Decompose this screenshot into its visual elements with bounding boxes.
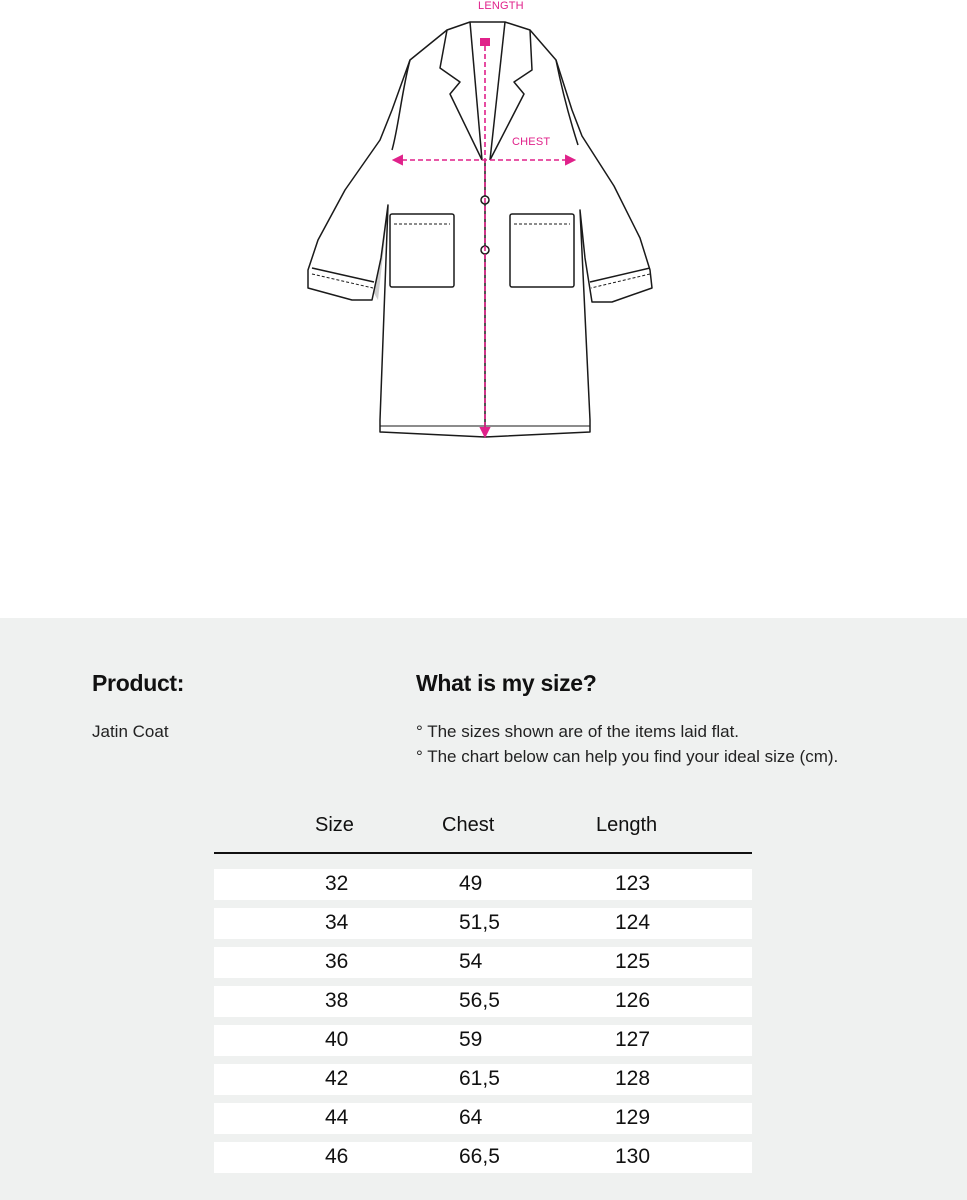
length-cell: 129: [615, 1106, 651, 1129]
length-cell: 124: [615, 911, 651, 934]
table-row: [214, 869, 752, 900]
chest-cell: 59: [459, 1028, 483, 1051]
chest-cell: 54: [459, 950, 483, 973]
size-cell: 40: [325, 1028, 349, 1051]
length-cell: 126: [615, 989, 651, 1012]
length-cell: 127: [615, 1028, 651, 1051]
chest-cell: 49: [459, 872, 483, 895]
table-row: [214, 1025, 752, 1056]
length-cell: 128: [615, 1067, 651, 1090]
header-divider: [214, 852, 752, 854]
table-row: [214, 908, 752, 939]
chest-cell: 61,5: [459, 1067, 500, 1090]
size-cell: 46: [325, 1145, 349, 1168]
size-cell: 44: [325, 1106, 349, 1129]
size-cell: 38: [325, 989, 349, 1012]
size-cell: 36: [325, 950, 349, 973]
table-row: [214, 1103, 752, 1134]
chest-cell: 64: [459, 1106, 483, 1129]
table-row: [214, 947, 752, 978]
table-row: [214, 1142, 752, 1173]
size-note-laid-flat: ° The sizes shown are of the items laid flat.: [416, 722, 740, 741]
length-label: LENGTH: [478, 0, 524, 12]
length-cell: 130: [615, 1145, 651, 1168]
table-row: [214, 986, 752, 1017]
column-header-chest: Chest: [442, 814, 495, 836]
size-cell: 42: [325, 1067, 349, 1090]
size-note-chart: ° The chart below can help you find your ideal size (cm).: [416, 747, 839, 766]
length-cell: 123: [615, 872, 651, 895]
chest-cell: 56,5: [459, 989, 500, 1012]
size-cell: 34: [325, 911, 349, 934]
size-info-panel: [0, 618, 967, 1200]
length-cell: 125: [615, 950, 651, 973]
size-cell: 32: [325, 872, 349, 895]
chest-label: CHEST: [512, 136, 551, 148]
column-header-size: Size: [315, 814, 354, 836]
chest-cell: 51,5: [459, 911, 500, 934]
size-help-heading: What is my size?: [416, 670, 597, 696]
chest-cell: 66,5: [459, 1145, 500, 1168]
column-header-length: Length: [596, 814, 658, 836]
product-heading: Product:: [92, 670, 185, 696]
product-name: Jatin Coat: [92, 722, 169, 741]
table-row: [214, 1064, 752, 1095]
